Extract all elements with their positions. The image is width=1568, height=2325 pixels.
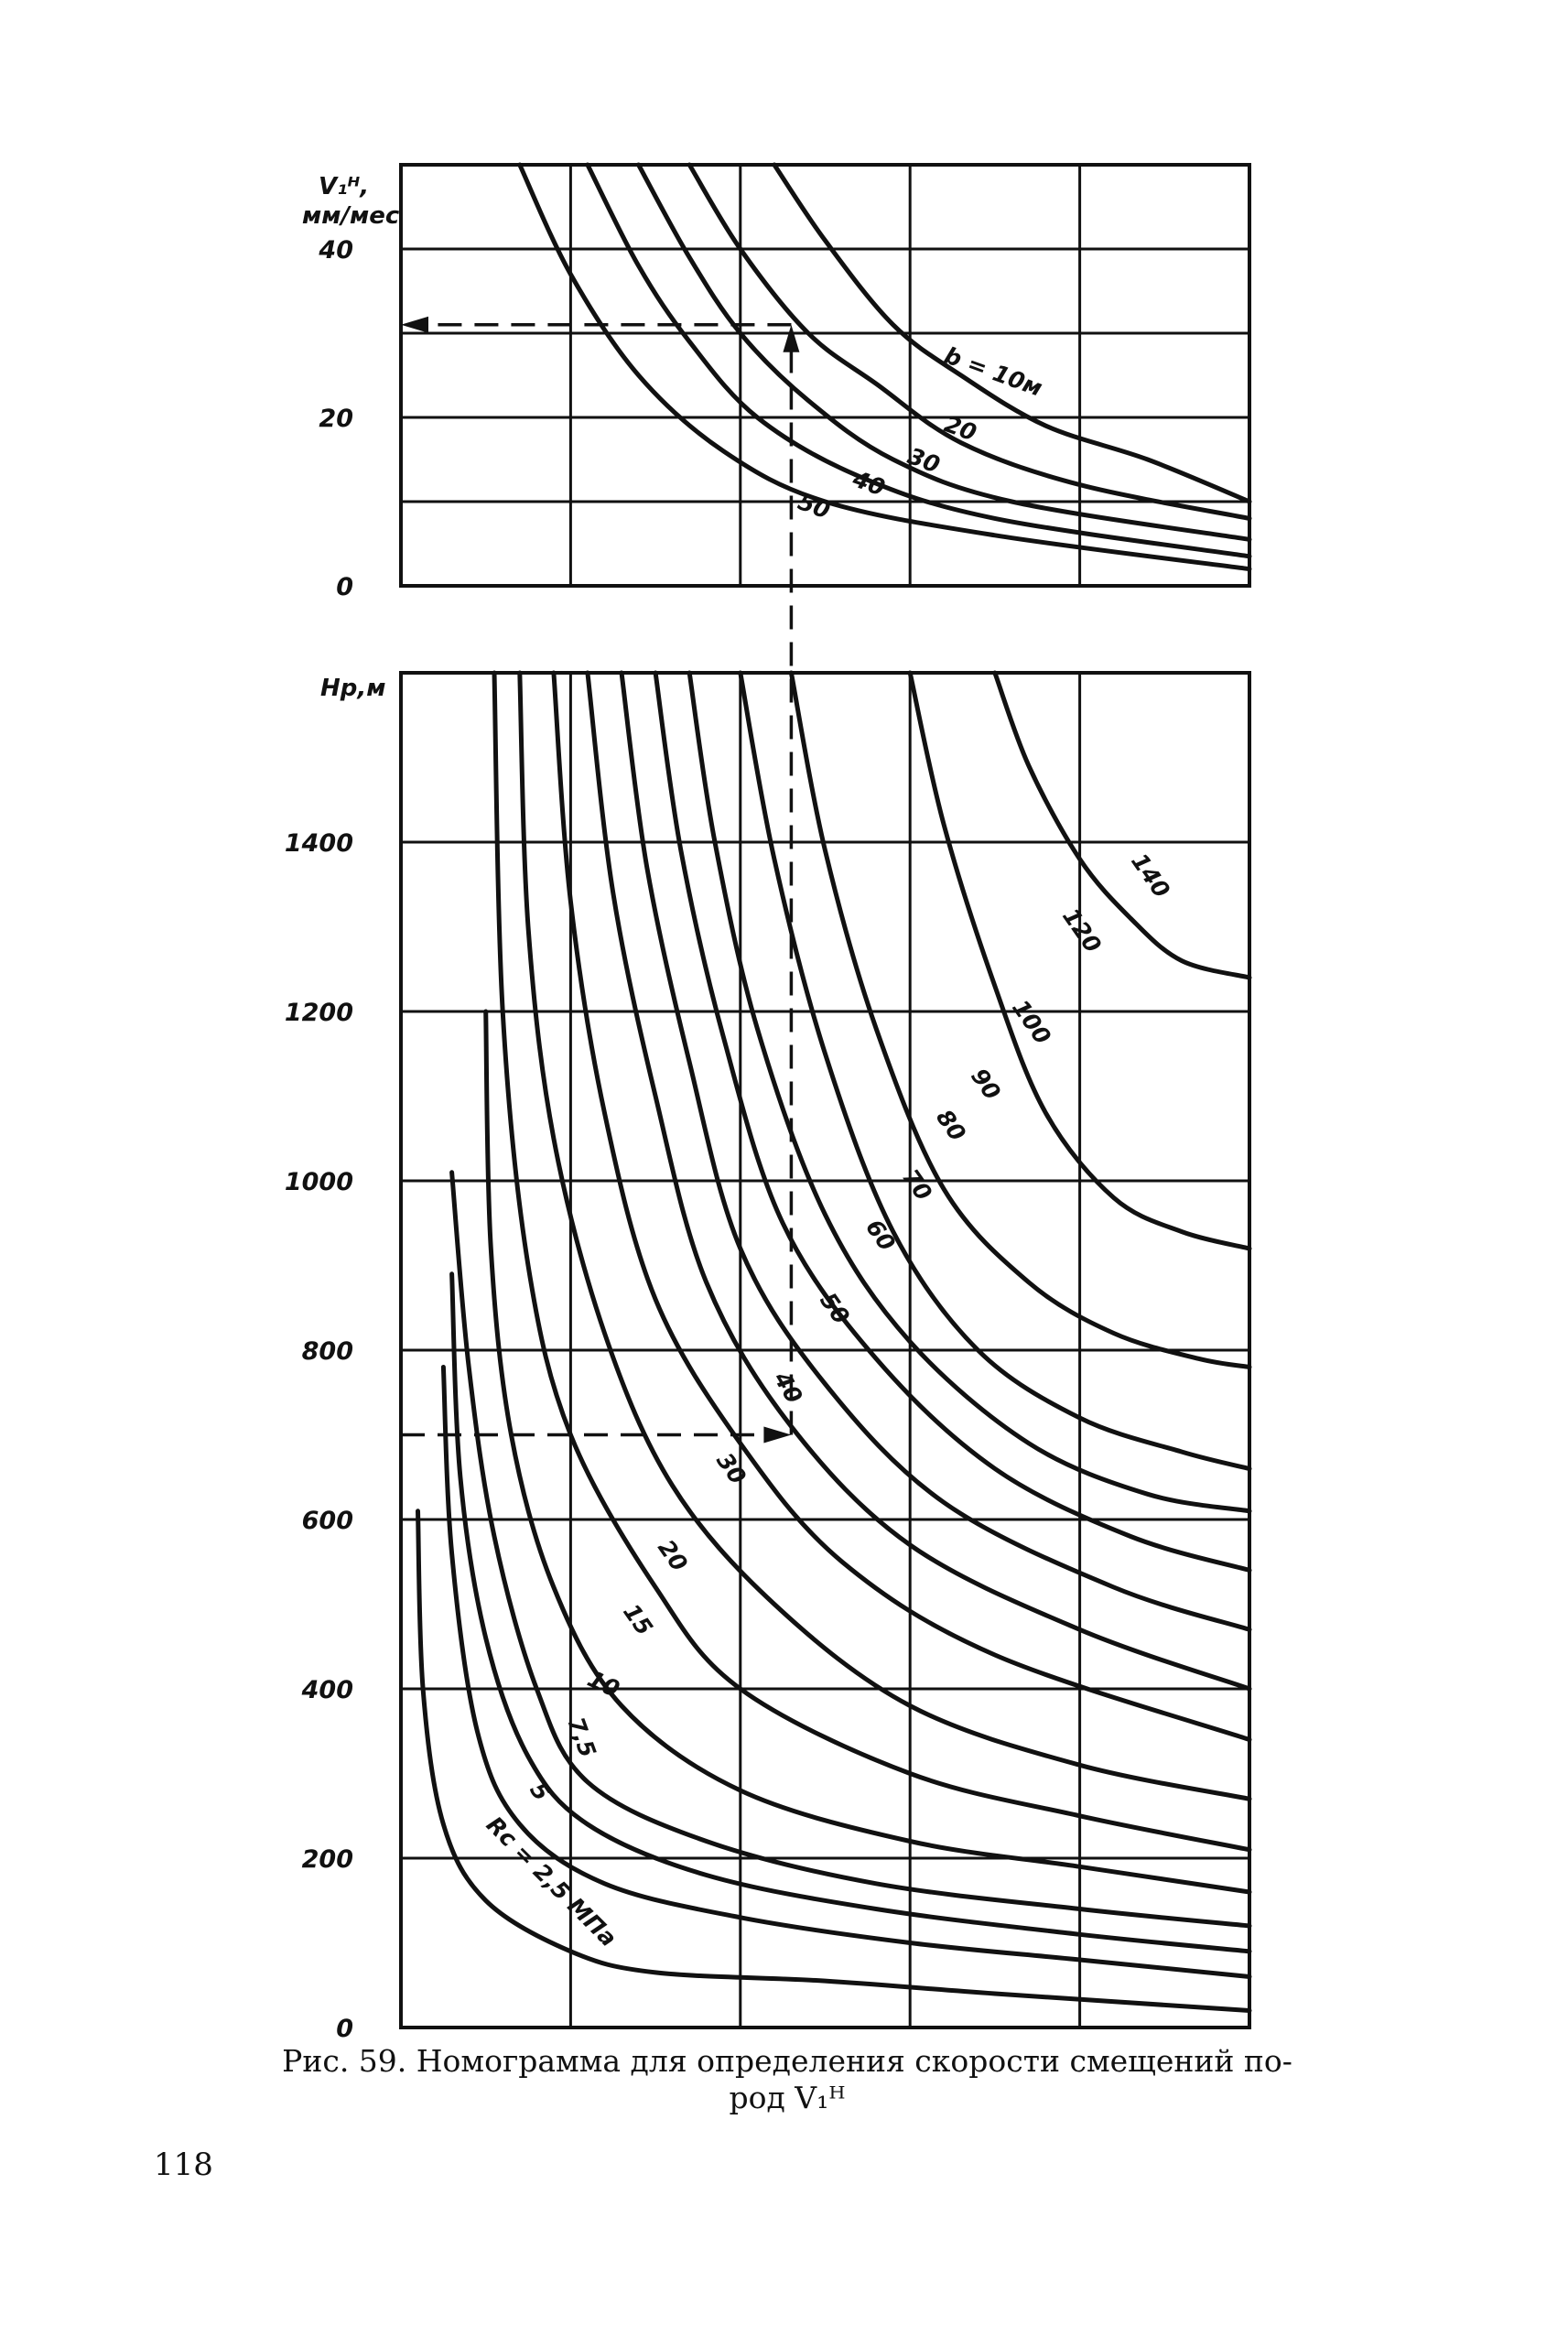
bottom-curve-label-5: 5 (524, 1777, 556, 1806)
bottom-curve-60 (622, 673, 1249, 1629)
bottom-curve-label-7-5: 7,5 (562, 1714, 601, 1761)
bottom-curve-140 (995, 673, 1249, 978)
top-curve-label-10: b = 10м (940, 341, 1046, 402)
bottom-y-tick-label: 400 (301, 1676, 353, 1704)
bottom-curve-label-40: 40 (768, 1367, 808, 1409)
top-curve-label-40: 40 (849, 465, 889, 502)
bottom-y-tick-label: 0 (336, 2015, 353, 2043)
top-curve-label-30: 30 (903, 442, 944, 479)
top-y-tick-label: 0 (336, 573, 353, 601)
bottom-y-tick-label: 800 (301, 1337, 353, 1366)
top-y-tick-label: 20 (319, 405, 353, 433)
bottom-curve-label-60: 60 (860, 1214, 901, 1256)
bottom-curve-label-30: 30 (711, 1447, 752, 1489)
example-arrow-up (783, 325, 799, 352)
bottom-y-tick-label: 1000 (284, 1168, 353, 1196)
top-y-axis-title-line2: мм/мес (302, 202, 400, 230)
bottom-curve-label-140: 140 (1126, 848, 1175, 903)
bottom-y-tick-label: 200 (301, 1845, 353, 1874)
top-y-axis-title-line1: V₁ᴴ, (319, 173, 370, 200)
bottom-curve-label-10: 10 (583, 1665, 624, 1703)
top-curve-30 (639, 165, 1249, 539)
example-arrow-left (401, 317, 428, 333)
bottom-depth-chart (285, 673, 1249, 2043)
bottom-y-tick-label: 1400 (284, 829, 353, 858)
top-curve-50 (520, 165, 1249, 569)
bottom-y-tick-label: 1200 (284, 999, 353, 1027)
bottom-curve-label-50: 50 (815, 1287, 855, 1329)
caption-line-2: род V₁ᴴ (729, 2080, 846, 2115)
bottom-curve-label-80: 80 (931, 1104, 971, 1146)
bottom-y-tick-label: 600 (301, 1507, 353, 1535)
example-arrow-right (763, 1427, 791, 1444)
bottom-curve-label-70: 70 (897, 1163, 937, 1206)
bottom-curve-label-120: 120 (1057, 903, 1107, 958)
bottom-curve-2.5 (418, 1511, 1250, 2011)
bottom-curve-label-20: 20 (653, 1534, 693, 1576)
bottom-curve-label-15: 15 (618, 1598, 658, 1640)
top-curve-label-20: 20 (940, 410, 980, 447)
top-curve-40 (588, 165, 1249, 557)
figure-caption (275, 2043, 1300, 2116)
bottom-curve-label-100: 100 (1007, 994, 1056, 1050)
bottom-curve-label-90: 90 (966, 1063, 1006, 1105)
bottom-curve-40 (554, 673, 1249, 1740)
bottom-y-axis-title: Hр,м (320, 675, 386, 702)
bottom-curve-15 (486, 1011, 1249, 1892)
bottom-curve-label-2-5: Rc = 2,5 МПа (481, 1811, 622, 1952)
top-y-tick-label: 40 (319, 236, 353, 265)
caption-line-1: Рис. 59. Номограмма для определения скорости смещений по- (282, 2043, 1292, 2079)
page-number: 118 (154, 2147, 213, 2183)
top-curve-label-50: 50 (794, 488, 834, 524)
top-velocity-chart (302, 165, 1249, 601)
